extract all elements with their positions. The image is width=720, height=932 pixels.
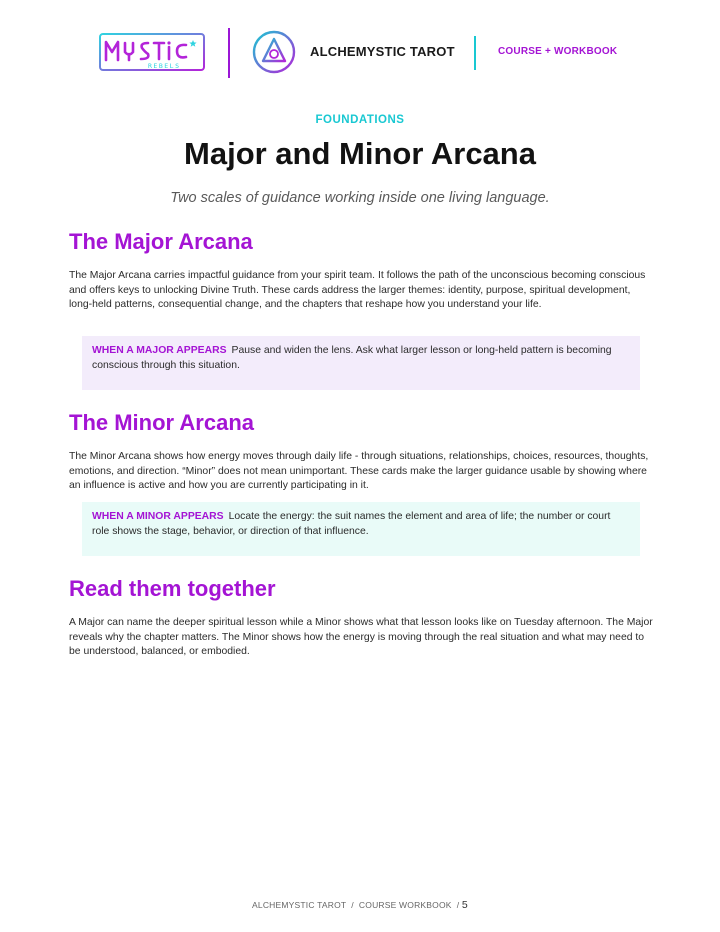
section-heading-together: Read them together (69, 576, 276, 601)
page-footer (0, 899, 720, 911)
page-subtitle: Two scales of guidance working inside one living language. (170, 190, 550, 206)
course-tag: COURSE + WORKBOOK (498, 46, 618, 57)
svg-text:REBELS: REBELS (148, 62, 181, 70)
footer-text: ALCHEMYSTIC TAROT / COURSE WORKBOOK / (252, 900, 460, 910)
section-heading-major: The Major Arcana (69, 229, 253, 254)
section-heading-minor: The Minor Arcana (69, 410, 254, 435)
callout-major (82, 336, 640, 390)
header-divider (228, 28, 230, 78)
alchemystic-logo-icon (252, 30, 296, 74)
callout-text: Locate the energy: the suit names the element and area of life; the number or court role shows the stage, behavior, or direction of that influence. (92, 511, 611, 537)
section-body-major: The Major Arcana carries impactful guidance from your spirit team. It follows the path of the unconscious becoming conscious and offers keys to unlocking Divine Truth. These cards address the larger themes: identity, purpose, spiritual development, long-held patterns, consequential change, and the chapters that reshape how you understand your life. (69, 270, 646, 311)
brand-title: ALCHEMYSTIC TAROT (310, 44, 455, 59)
section-body-together: A Major can name the deeper spiritual lesson while a Minor shows what that lesson looks like on Tuesday afternoon. The Major reveals why the chapter matters. The Minor shows how the energy is moving through the real situation and what may need to be understood, balanced, or embodied. (69, 617, 653, 658)
page-number: 5 (461, 899, 468, 911)
callout-text: Pause and widen the lens. Ask what larger lesson or long-held pattern is becoming conscious through this situation. (92, 345, 612, 371)
callout-label: WHEN A MINOR APPEARS (92, 511, 224, 522)
header-divider-teal (474, 36, 476, 70)
section-body-minor: The Minor Arcana shows how energy moves through daily life - through situations, relationships, choices, resources, thoughts, emotions, and direction. “Minor” does not mean unimportant. These cards make the larger guidance usable by showing where an influence is active and how you are currently participating in it. (69, 451, 649, 492)
mystic-rebels-logo (98, 32, 206, 72)
callout-label: WHEN A MAJOR APPEARS (92, 345, 227, 356)
callout-minor (82, 502, 640, 556)
page-title: Major and Minor Arcana (184, 136, 536, 171)
page-header (0, 24, 720, 84)
section-kicker: FOUNDATIONS (315, 114, 405, 126)
